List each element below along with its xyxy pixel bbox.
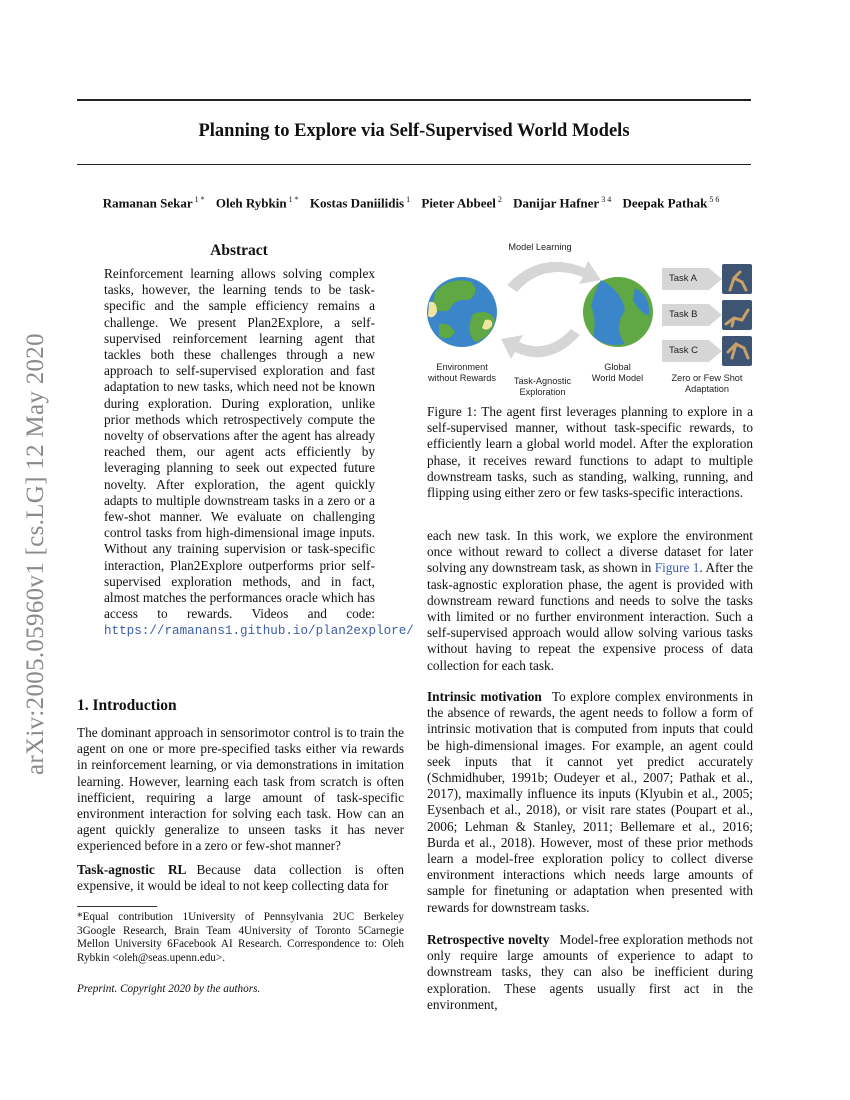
abstract-text: Reinforcement learning allows solving complex tasks, however, the learning tends to be task-specific and the sample efficiency remains a challenge. We present Plan2Explore, a self-supervised reinforcement learning agent that tackles both these challenges through a new approach to self-supervised exploration and fast adaptation to new tasks, which need not be known during exploration. During exploration, unlike prior methods which retrospectively compute the novelty of observations after the agent has already reached them, our agent acts efficiently by leveraging planning to seek out expected future novelty. After exploration, the agent quickly adapts to multiple downstream tasks in a zero or a few-shot manner. We evaluate on challenging control tasks from high-dimensional image inputs. Without any training supervision or task-specific interaction, Plan2Explore outperforms prior self-supervised exploration methods, and in fact, almost matches the performances oracle which has access to rewards. Videos and code: bbox=[104, 266, 375, 622]
task-agnostic-paragraph bbox=[77, 862, 404, 894]
world-model-label: Global World Model bbox=[591, 362, 644, 383]
figure-1 bbox=[425, 240, 755, 400]
abstract-heading: Abstract bbox=[210, 242, 268, 259]
author-name: Ramanan Sekar bbox=[102, 195, 193, 211]
author-list bbox=[60, 195, 770, 211]
adaptation-label: Zero or Few Shot Adaptation bbox=[671, 373, 743, 394]
retrospective-novelty-heading: Retrospective novelty bbox=[427, 932, 550, 947]
figure-1-link[interactable]: Figure 1 bbox=[654, 560, 700, 576]
author-name: Oleh Rybkin bbox=[215, 195, 287, 211]
author-name: Deepak Pathak bbox=[622, 195, 708, 211]
intrinsic-motivation-heading: Intrinsic motivation bbox=[427, 689, 542, 704]
arxiv-stamp: arXiv:2005.05960v1 [cs.LG] 12 May 2020 bbox=[22, 333, 49, 775]
footnote-rule bbox=[77, 906, 157, 907]
task-c-thumbnail bbox=[722, 336, 752, 366]
title-bottom-rule bbox=[77, 164, 751, 165]
exploration-label: Task-Agnostic Exploration bbox=[513, 376, 572, 397]
author-name: Danijar Hafner bbox=[513, 195, 600, 211]
top-rule bbox=[77, 99, 751, 101]
author-affiliation: 3 4 bbox=[601, 195, 612, 204]
author-affiliation: 1 bbox=[406, 195, 411, 204]
retrospective-novelty-paragraph bbox=[427, 932, 753, 1013]
project-url-link[interactable]: https://ramanans1.github.io/plan2explore/ bbox=[104, 624, 414, 639]
footnote: *Equal contribution 1University of Pennsylvania 2UC Berkeley 3Google Research, Brain Team 4University of Toronto 5Carnegie Mellon University 6Facebook AI Research. Correspondence to: Oleh Rybkin <oleh@seas.upenn.edu>. bbox=[77, 911, 404, 964]
author-affiliation: 2 bbox=[497, 195, 502, 204]
introduction-paragraph: The dominant approach in sensorimotor control is to train the agent on one or more pre-specified tasks either via rewards in reinforcement learning, or via demonstrations in imitation learning. However, learning each task from scratch is often inefficient, requiring a large amount of task-specific environment interaction for solving each task. How can an agent quickly generalize to unseen tasks it has never experienced before in a zero or few-shot manner? bbox=[77, 725, 404, 854]
introduction-body bbox=[77, 725, 404, 894]
model-learning-arrow bbox=[507, 261, 601, 292]
paragraph-text: . After the task-agnostic exploration phase, the agent is provided with downstream reward functions and needs to solve the tasks with limited or no further environment interaction. Such a self-supervised approach would allow solving various tasks without having to repeat the expensive process of data collection for each task. bbox=[427, 560, 753, 673]
author-name: Kostas Daniilidis bbox=[309, 195, 405, 211]
task-b-arrow bbox=[662, 304, 722, 326]
task-agnostic-text: Because data collection is often expensive, it would be ideal to not keep collecting data for bbox=[77, 861, 404, 893]
abstract-body bbox=[104, 266, 414, 640]
preprint-notice: Preprint. Copyright 2020 by the authors. bbox=[77, 983, 261, 995]
right-paragraph-1 bbox=[427, 528, 753, 674]
task-c-arrow bbox=[662, 340, 722, 362]
environment-label: Environment without Rewards bbox=[428, 362, 496, 383]
author-affiliation: 1 * bbox=[288, 195, 299, 204]
retrospective-novelty-text: Model-free exploration methods not only require large amounts of experience to adapt to downstream tasks, they can also be inefficient during exploration. These agents usually first act in the environment, bbox=[427, 932, 753, 1012]
author-affiliation: 1 * bbox=[194, 195, 205, 204]
intrinsic-motivation-text: To explore complex environments in the absence of rewards, the agent needs to follow a form of intrinsic motivation that is computed from inputs that could be high-dimensional images. For example, an agent could seek inputs that it cannot yet predict accurately (Schmidhuber, 1991b; Oudeyer et al., 2007; Pathak et al., 2017), maximally influence its inputs (Klyubin et al., 2005; Eysenbach et al., 2018), or visit rare states (Poupart et al., 2006; Lehman & Stanley, 2011; Bellemare et al., 2016; Burda et al., 2018). However, most of these prior methods learn a model-free exploration policy to collect diverse environment interactions which needs large amounts of sample for finetuning or adaptation when presented with rewards for downstream tasks. bbox=[427, 689, 753, 915]
figure-caption: Figure 1: The agent first leverages planning to explore in a self-supervised manner, without task-specific rewards, to efficiently learn a global world model. After the exploration phase, it receives reward functions to adapt to multiple downstream tasks, such as standing, walking, running, and flipping using either zero or few tasks-specific interactions. bbox=[427, 404, 753, 501]
task-label: Task A bbox=[669, 273, 697, 284]
task-agnostic-heading: Task-agnostic RL bbox=[77, 861, 187, 877]
author-affiliation: 5 6 bbox=[709, 195, 720, 204]
exploration-arrow bbox=[501, 329, 580, 359]
task-label: Task B bbox=[669, 309, 698, 320]
paper-title: Planning to Explore via Self-Supervised World Models bbox=[198, 121, 630, 141]
paragraph-text: each new task. In this work, we explore the environment once without reward to collect a diverse dataset for later solving any downstream task, as shown in bbox=[427, 528, 753, 576]
task-a-thumbnail bbox=[722, 264, 752, 294]
task-a-arrow bbox=[662, 268, 722, 290]
task-b-thumbnail bbox=[722, 300, 752, 330]
introduction-heading: 1. Introduction bbox=[77, 697, 177, 714]
model-learning-label: Model Learning bbox=[508, 242, 572, 252]
environment-globe-icon bbox=[427, 277, 497, 347]
task-label: Task C bbox=[669, 345, 699, 356]
intrinsic-motivation-paragraph bbox=[427, 689, 753, 916]
world-model-globe-icon bbox=[583, 277, 653, 347]
author-name: Pieter Abbeel bbox=[421, 195, 496, 211]
